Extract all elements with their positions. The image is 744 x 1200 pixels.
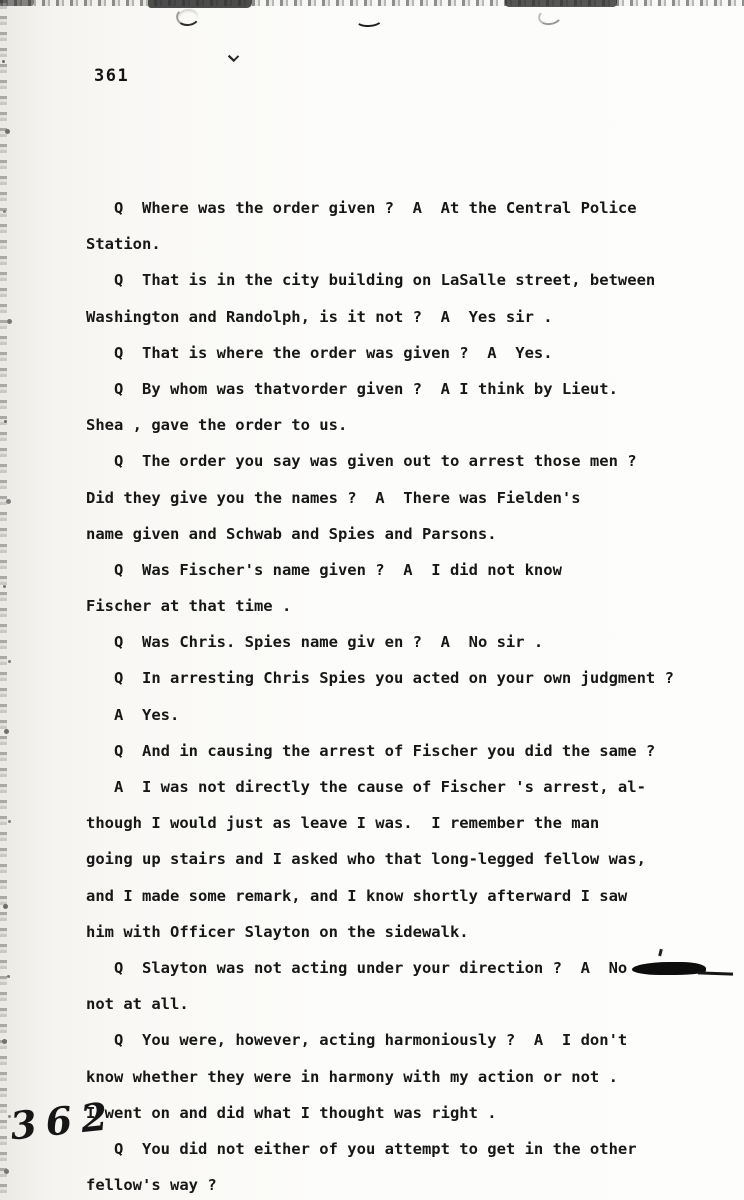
transcript-line: him with Officer Slayton on the sidewalk. bbox=[86, 922, 469, 941]
transcript-line: Q The order you say was given out to arrest those men ? bbox=[114, 452, 637, 471]
ring-smudge-icon bbox=[537, 6, 564, 27]
transcript-line: Q That is where the order was given ? A Yes. bbox=[114, 343, 553, 362]
transcript-line: A Yes. bbox=[114, 705, 180, 724]
transcript-line: Washington and Randolph, is it not ? A Yes sir . bbox=[86, 307, 553, 326]
transcript-line: Fischer at that time . bbox=[86, 597, 292, 616]
transcript-line: going up stairs and I asked who that long-legged fellow was, bbox=[86, 850, 646, 869]
transcript-body bbox=[86, 190, 726, 1200]
transcript-line: Station. bbox=[86, 235, 161, 254]
scan-edge-left bbox=[0, 0, 7, 1200]
transcript-line: Q Was Chris. Spies name giv en ? A No sir . bbox=[114, 633, 544, 652]
transcript-line: Q And in causing the arrest of Fischer you did the same ? bbox=[114, 741, 656, 760]
transcript-line: Shea , gave the order to us. bbox=[86, 416, 348, 435]
transcript-line: I went on and did what I thought was right . bbox=[86, 1103, 497, 1122]
ring-smudge-icon bbox=[175, 6, 201, 27]
transcript-line: A I was not directly the cause of Fischer 's arrest, al- bbox=[114, 778, 646, 796]
transcript-line: though I would just as leave I was. I remember the man bbox=[86, 814, 600, 833]
scan-edge-smudge bbox=[505, 0, 617, 7]
transcript-line: Q Slayton was not acting under your direction ? A No bbox=[86, 950, 726, 986]
transcript-line: Q You were, however, acting harmoniously ? A I don't bbox=[114, 1031, 628, 1050]
transcript-line: Q Was Fischer's name given ? A I did not know bbox=[114, 560, 562, 579]
transcript-line: and I made some remark, and I know shortly afterward I saw bbox=[86, 886, 628, 905]
handwritten-page-number: 362 bbox=[7, 1092, 119, 1149]
transcript-line: Q You did not either of you attempt to get in the other bbox=[114, 1139, 637, 1158]
ring-smudge-icon bbox=[355, 11, 384, 27]
transcript-line: know whether they were in harmony with my action or not . bbox=[86, 1067, 618, 1086]
transcript-line: Did they give you the names ? A There was Fielden's bbox=[86, 488, 581, 507]
scan-edge-smudge bbox=[148, 0, 252, 8]
typed-page-number: 361 bbox=[94, 66, 130, 86]
transcript-line: not at all. bbox=[86, 995, 189, 1014]
transcript-line: Q That is in the city building on LaSalle street, between bbox=[114, 271, 656, 290]
transcript-line: Q In arresting Chris Spies you acted on your own judgment ? bbox=[114, 669, 674, 688]
ink-blot-redaction bbox=[632, 962, 706, 975]
transcript-line: Q By whom was thatvorder given ? A I think by Lieut. bbox=[114, 379, 618, 398]
scan-edge-top bbox=[0, 0, 744, 6]
transcript-line: Q Where was the order given ? A At the Central Police bbox=[114, 199, 637, 217]
pen-tick-mark-icon bbox=[228, 51, 239, 62]
transcript-line: name given and Schwab and Spies and Parsons. bbox=[86, 524, 497, 543]
transcript-line: fellow's way ? bbox=[86, 1176, 217, 1195]
